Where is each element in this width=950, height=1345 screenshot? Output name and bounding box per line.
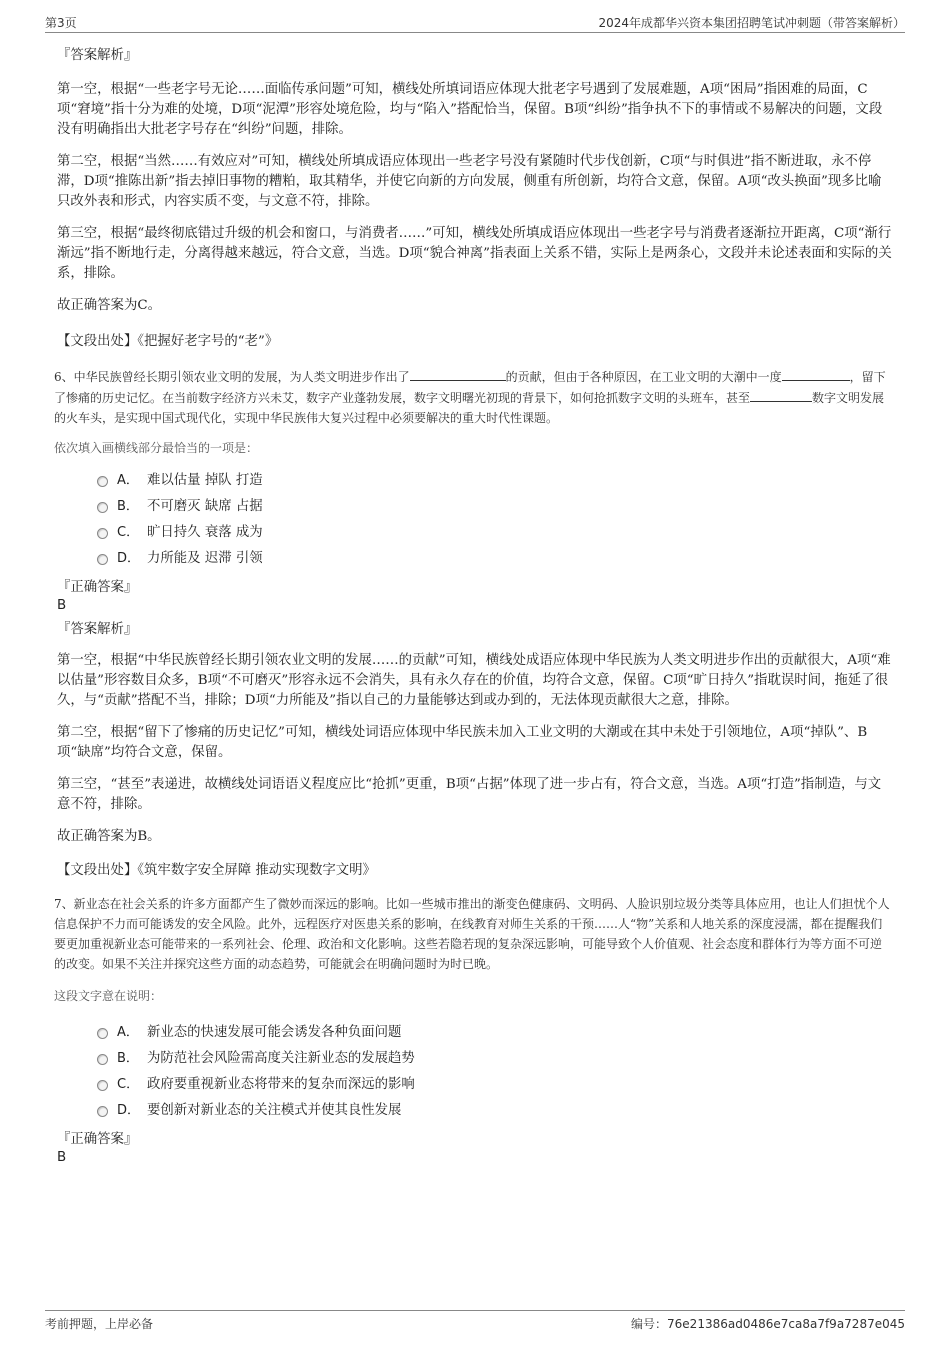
analysis-conclusion: 故正确答案为C。 — [57, 298, 161, 313]
option-d[interactable]: D． 要创新对新业态的关注模式并使其良性发展 — [97, 1098, 892, 1124]
analysis-paragraph: 第三空，“甚至”表递进，故横线处词语语义程度应比“抢抓”更重，B项“占据”体现了进一步占有，符合文意，当选。A项“打造”指制造，与文意不符，排除。 — [57, 777, 882, 812]
analysis-paragraph: 第二空，根据“留下了惨痛的历史记忆”可知，横线处词语应体现中华民族未加入工业文明的大潮或在其中未处于引领地位，A项“掉队”、B项“缺席”均符合文意，保留。 — [57, 725, 868, 760]
question-hint: 这段文字意在说明： — [54, 989, 163, 1004]
analysis-label: 『答案解析』 — [57, 622, 138, 637]
document-title: 2024年成都华兴资本集团招聘笔试冲刺题（带答案解析） — [598, 16, 905, 30]
document-id: 编号：76e21386ad0486e7ca8a7f9a7287e045 — [631, 1317, 905, 1331]
page-number: 第3页 — [45, 16, 77, 30]
correct-answer-label: 『正确答案』 — [57, 1132, 138, 1148]
analysis-paragraph: 第三空，根据“最终彻底错过升级的机会和窗口，与消费者……”可知，横线处所填成语应体现出一些老字号与消费者逐渐拉开距离，C项“渐行渐远”指不断地行走，分离得越来越远，符合文意，当选。D项“貌合神离”指表面上关系不错，实际上是两条心，文段并未论述表面和实际的关系，排除。 — [57, 226, 892, 281]
answer-blank — [750, 387, 812, 402]
page-header — [45, 12, 905, 33]
radio-icon[interactable] — [97, 1106, 108, 1117]
analysis-conclusion: 故正确答案为B。 — [57, 829, 161, 844]
page-content — [54, 46, 892, 1166]
radio-icon[interactable] — [97, 554, 108, 565]
correct-answer-label: 『正确答案』 — [57, 580, 138, 595]
correct-answer: B — [57, 598, 67, 613]
analysis-paragraph: 第二空，根据“当然……有效应对”可知，横线处所填成语应体现出一些老字号没有紧随时代步伐创新，C项“与时俱进”指不断进取，永不停滞，D项“推陈出新”指去掉旧事物的糟粕，取其精华，并使它向新的方向发展，侧重有所创新，均符合文意，保留。A项“改头换面”现多比喻只改外表和形式，内容实质不变，与文意不符，排除。 — [57, 154, 882, 209]
option-list — [97, 468, 892, 572]
source-citation: 【文段出处】《筑牢数字安全屏障 推动实现数字文明》 — [57, 863, 376, 878]
page-footer — [45, 1310, 905, 1331]
source-citation: 【文段出处】《把握好老字号的“老”》 — [57, 334, 279, 349]
option-d[interactable]: D． 力所能及 迟滞 引领 — [97, 546, 892, 572]
answer-blank — [782, 366, 850, 381]
correct-answer: B — [57, 1150, 67, 1166]
radio-icon[interactable] — [97, 1028, 108, 1039]
question-stem: 6、中华民族曾经长期引领农业文明的发展，为人类文明进步作出了 的贡献，但由于各种原因，在工业文明的大潮中一度 ，留下了惨痛的历史记忆。在当前数字经济方兴未艾，数字产业蓬勃发展，数字文明曙光初现的背景下，如何抢抓数字文明的头班车，甚至 数字文明发展的火车头，是实现中国式现代化，实现中华民族伟大复兴过程中必须要解决的重大时代性课题。 — [54, 366, 892, 428]
option-list — [97, 1020, 892, 1124]
option-a[interactable]: A． 难以估量 掉队 打造 — [97, 468, 892, 494]
radio-icon[interactable] — [97, 528, 108, 539]
question-hint: 依次填入画横线部分最恰当的一项是： — [54, 441, 259, 455]
answer-blank — [410, 366, 506, 381]
radio-icon[interactable] — [97, 502, 108, 513]
analysis-paragraph: 第一空，根据“中华民族曾经长期引领农业文明的发展……的贡献”可知，横线处成语应体现中华民族为人类文明进步作出的贡献很大，A项“难以估量”形容数目众多，B项“不可磨灭”形容永远不会消失，具有永久存在的价值，均符合文意，保留。C项“旷日持久”指耽误时间，拖延了很久，与“贡献”搭配不当，排除；D项“力所能及”指以自己的力量能够达到或办到的，无法体现贡献很大之意，排除。 — [57, 653, 891, 708]
radio-icon[interactable] — [97, 1054, 108, 1065]
analysis-paragraph: 第一空，根据“一些老字号无论……面临传承问题”可知，横线处所填词语应体现大批老字号遇到了发展难题，A项“困局”指困难的局面，C项“窘境”指十分为难的处境，D项“泥潭”形容处境危险，均与“陷入”搭配恰当，保留。B项“纠纷”指争执不下的事情或不易解决的问题，文段没有明确指出大批老字号存在“纠纷”问题，排除。 — [57, 82, 883, 137]
question-stem: 7、新业态在社会关系的许多方面都产生了微妙而深远的影响。比如一些城市推出的渐变色健康码、文明码、人脸识别垃圾分类等具体应用，也让人们担忧个人信息保护不力而可能诱发的安全风险。此外，远程医疗对医患关系的影响，在线教育对师生关系的干预……人“物”关系和人地关系的深度浸濡，都在提醒我们要更加重视新业态可能带来的一系列社会、伦理、政治和文化影响。这些若隐若现的复杂深远影响，可能导致个人价值观、社会态度和群体行为等方面不可逆的改变。如果不关注并探究这些方面的动态趋势，可能就会在明确问题时为时已晚。 — [54, 897, 890, 972]
option-b[interactable]: B． 为防范社会风险需高度关注新业态的发展趋势 — [97, 1046, 892, 1072]
option-c[interactable]: C． 政府要重视新业态将带来的复杂而深远的影响 — [97, 1072, 892, 1098]
footer-slogan: 考前押题，上岸必备 — [45, 1317, 154, 1331]
analysis-label: 『答案解析』 — [57, 48, 138, 63]
option-a[interactable]: A． 新业态的快速发展可能会诱发各种负面问题 — [97, 1020, 892, 1046]
option-b[interactable]: B． 不可磨灭 缺席 占据 — [97, 494, 892, 520]
option-c[interactable]: C． 旷日持久 衰落 成为 — [97, 520, 892, 546]
radio-icon[interactable] — [97, 476, 108, 487]
radio-icon[interactable] — [97, 1080, 108, 1091]
